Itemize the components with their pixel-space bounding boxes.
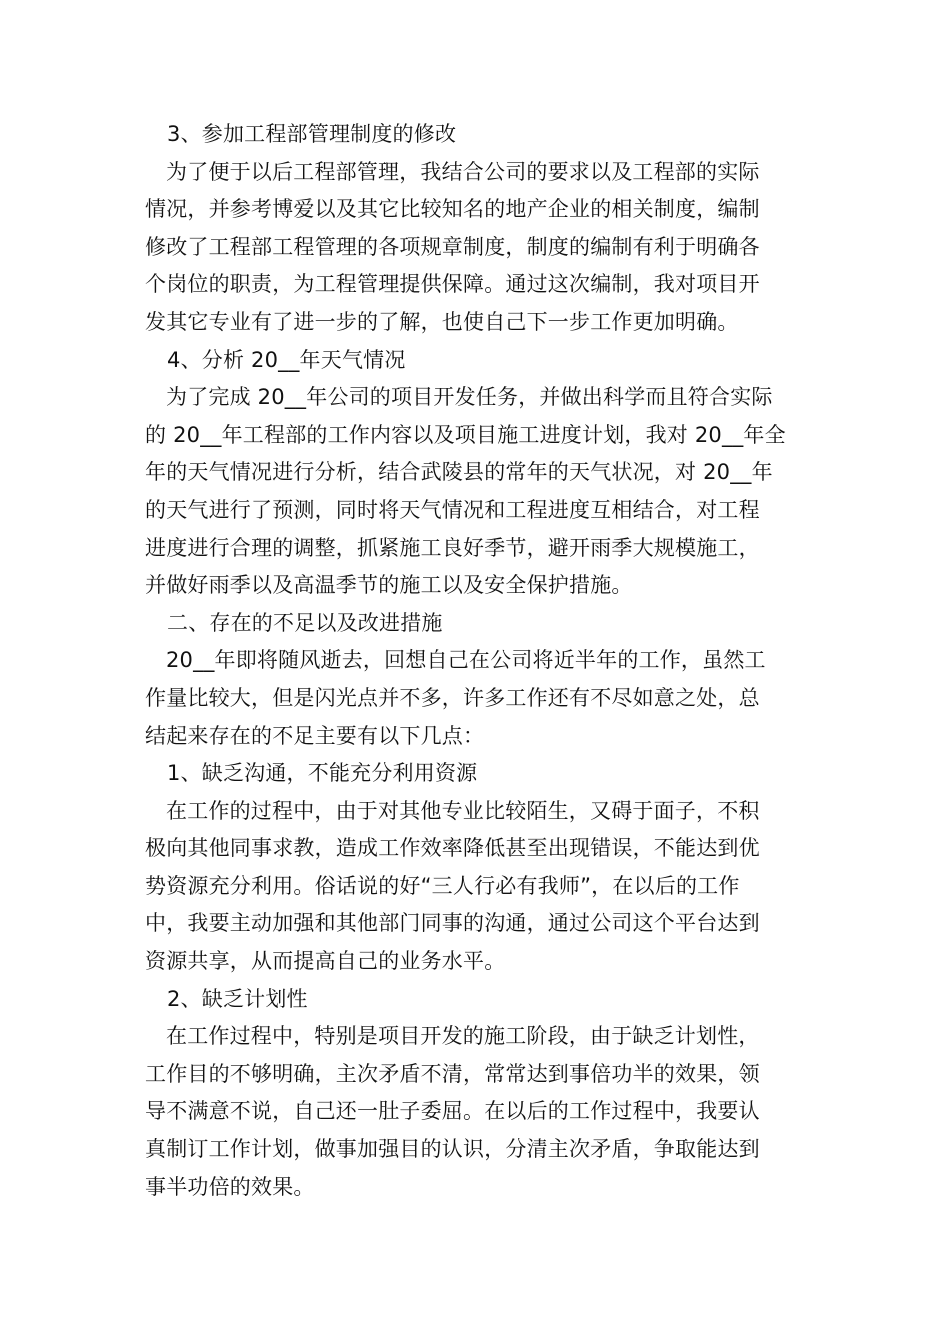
paragraph-line: 在工作过程中，特别是项目开发的施工阶段，由于缺乏计划性， — [166, 1024, 760, 1049]
paragraph-line: 真制订工作计划，做事加强目的认识，分清主次矛盾，争取能达到 — [145, 1137, 760, 1162]
section-heading-revise-rules: 3、参加工程部管理制度的修改 — [167, 122, 457, 146]
section-heading-weather-analysis: 4、分析 20__年天气情况 — [167, 347, 406, 372]
paragraph-line: 结起来存在的不足主要有以下几点： — [145, 723, 485, 748]
paragraph-line: 中，我要主动加强和其他部门同事的沟通，通过公司这个平台达到 — [145, 911, 760, 936]
section-heading-shortcomings: 二、存在的不足以及改进措施 — [167, 610, 443, 635]
paragraph-line: 为了便于以后工程部管理，我结合公司的要求以及工程部的实际 — [166, 159, 760, 184]
paragraph-line: 修改了工程部工程管理的各项规章制度，制度的编制有利于明确各 — [145, 234, 760, 259]
paragraph-line: 在工作的过程中，由于对其他专业比较陌生，又碍于面子，不积 — [166, 798, 760, 823]
paragraph-line: 的天气进行了预测，同时将天气情况和工程进度互相结合，对工程 — [145, 497, 760, 522]
paragraph-line: 情况，并参考博爱以及其它比较知名的地产企业的相关制度，编制 — [145, 197, 760, 222]
paragraph-line: 作量比较大，但是闪光点并不多，许多工作还有不尽如意之处，总 — [145, 685, 760, 710]
paragraph-line: 极向其他同事求教，造成工作效率降低甚至出现错误，不能达到优 — [145, 836, 760, 861]
paragraph-line: 个岗位的职责，为工程管理提供保障。通过这次编制，我对项目开 — [145, 272, 760, 297]
paragraph-line: 为了完成 20__年公司的项目开发任务，并做出科学而且符合实际 — [166, 385, 773, 410]
paragraph-line: 势资源充分利用。俗话说的好“三人行必有我师”，在以后的工作 — [145, 873, 740, 898]
paragraph-line: 20__年即将随风逝去，回想自己在公司将近半年的工作，虽然工 — [166, 648, 766, 673]
paragraph-line: 并做好雨季以及高温季节的施工以及安全保护措施。 — [145, 573, 633, 598]
paragraph-line: 事半功倍的效果。 — [145, 1174, 315, 1199]
paragraph-line: 进度进行合理的调整，抓紧施工良好季节，避开雨季大规模施工， — [145, 535, 760, 560]
paragraph-line: 工作目的不够明确，主次矛盾不清，常常达到事倍功半的效果，领 — [145, 1061, 760, 1086]
section-heading-lack-planning: 2、缺乏计划性 — [167, 986, 308, 1011]
paragraph-line: 年的天气情况进行分析，结合武陵县的常年的天气状况，对 20__年 — [145, 460, 773, 485]
paragraph-line: 的 20__年工程部的工作内容以及项目施工进度计划，我对 20__年全 — [145, 422, 786, 447]
paragraph-line: 导不满意不说，自己还一肚子委屈。在以后的工作过程中，我要认 — [145, 1099, 760, 1124]
document-body — [145, 116, 810, 1206]
section-heading-lack-communication: 1、缺乏沟通，不能充分利用资源 — [167, 761, 478, 786]
paragraph-line: 发其它专业有了进一步的了解，也使自己下一步工作更加明确。 — [145, 309, 739, 334]
paragraph-line: 资源共享，从而提高自己的业务水平。 — [145, 949, 506, 974]
